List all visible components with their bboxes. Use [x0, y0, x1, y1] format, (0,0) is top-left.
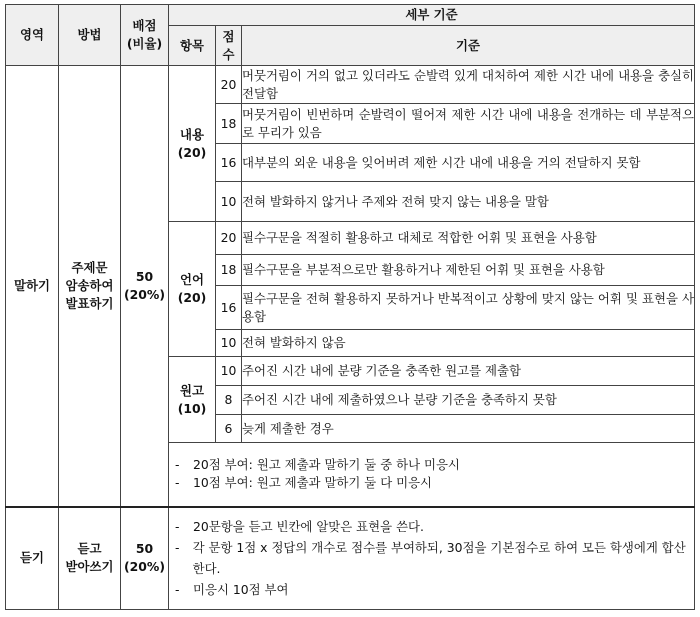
- speaking-notes: [169, 443, 695, 507]
- group-manuscript-name: 원고: [180, 382, 204, 398]
- note-text: 20문항을 듣고 빈칸에 알맞은 표현을 쓴다.: [193, 519, 424, 535]
- dash-marker: -: [175, 457, 180, 473]
- group-language: [169, 222, 216, 357]
- criterion-score: 16: [216, 144, 242, 182]
- criterion-score: 10: [216, 182, 242, 222]
- speaking-method: [59, 66, 121, 507]
- criterion-text: 늦게 제출한 경우: [242, 415, 695, 443]
- speaking-method-line3: 발표하기: [65, 295, 114, 311]
- header-ratio-label: (비율): [126, 36, 163, 51]
- header-item: 항목: [169, 26, 216, 66]
- criterion-score: 10: [216, 357, 242, 386]
- criterion-score: 20: [216, 66, 242, 104]
- criterion-score: 10: [216, 330, 242, 357]
- criterion-score: 18: [216, 255, 242, 286]
- listening-method-line1: 듣고: [77, 541, 102, 557]
- speaking-method-line2: 암송하여: [65, 277, 114, 293]
- dash-marker: -: [175, 519, 180, 535]
- group-manuscript-points: (10): [177, 400, 207, 416]
- criterion-text: 머뭇거림이 빈번하며 순발력이 떨어져 제한 시간 내에 내용을 전개하는 데 부분적으로 무리가 있음: [242, 104, 695, 144]
- criterion-score: 20: [216, 222, 242, 255]
- criterion-score: 6: [216, 415, 242, 443]
- listening-score-value: 50: [135, 541, 154, 557]
- group-language-points: (20): [177, 290, 207, 305]
- listening-area: 듣기: [6, 507, 59, 610]
- group-manuscript: [169, 357, 216, 443]
- dash-marker: -: [175, 582, 180, 598]
- criterion-text: 주어진 시간 내에 분량 기준을 충족한 원고를 제출함: [242, 357, 695, 386]
- speaking-score: [121, 66, 169, 507]
- listening-method-line2: 받아쓰기: [65, 559, 114, 575]
- header-detail-criteria: 세부 기준: [169, 5, 695, 26]
- listening-notes: [169, 507, 695, 610]
- note-line: [169, 516, 694, 537]
- listening-score: [121, 507, 169, 610]
- header-score-ratio: [121, 5, 169, 66]
- speaking-method-line1: 주제문: [71, 259, 108, 275]
- note-text: 10점 부여: 원고 제출과 말하기 둘 다 미응시: [193, 475, 433, 491]
- group-content-name: 내용: [180, 126, 204, 142]
- header-points: [216, 26, 242, 66]
- note-line: [169, 579, 694, 600]
- criterion-score: 8: [216, 386, 242, 415]
- note-text: 각 문항 1점 x 정답의 개수로 점수를 부여하되, 30점을 기본점수로 하여 모든 학생에게 합산한다.: [192, 540, 686, 577]
- note-line: [169, 474, 694, 492]
- header-points-line1: 점: [222, 28, 235, 44]
- criterion-text: 전혀 발화하지 않음: [242, 330, 695, 357]
- evaluation-rubric-table: [5, 4, 695, 610]
- note-line: [169, 537, 694, 579]
- speaking-area: [6, 66, 59, 507]
- criterion-text: 대부분의 외운 내용을 잊어버려 제한 시간 내에 내용을 거의 전달하지 못함: [242, 144, 695, 182]
- header-method: 방법: [59, 5, 121, 66]
- criterion-text: 필수구문을 적절히 활용하고 대체로 적합한 어휘 및 표현을 사용함: [242, 222, 695, 255]
- criterion-text: 필수구문을 전혀 활용하지 못하거나 반복적이고 상황에 맞지 않는 어휘 및 표현을 사용함: [242, 286, 695, 330]
- header-score-label: 배점: [132, 18, 157, 34]
- group-content-points: (20): [177, 144, 207, 160]
- group-language-name: 언어: [180, 272, 204, 288]
- criterion-score: 18: [216, 104, 242, 144]
- criterion-text: 필수구문을 부분적으로만 활용하거나 제한된 어휘 및 표현을 사용함: [242, 255, 695, 286]
- header-criteria: 기준: [242, 26, 695, 66]
- criterion-text: 주어진 시간 내에 제출하였으나 분량 기준을 충족하지 못함: [242, 386, 695, 415]
- listening-score-ratio: (20%): [124, 559, 165, 575]
- note-text: 미응시 10점 부여: [193, 582, 289, 598]
- note-line: [169, 456, 694, 474]
- dash-marker: -: [175, 540, 180, 556]
- speaking-score-ratio: (20%): [124, 286, 165, 302]
- criterion-score: 16: [216, 286, 242, 330]
- dash-marker: -: [175, 475, 180, 491]
- listening-method: [59, 507, 121, 610]
- note-text: 20점 부여: 원고 제출과 말하기 둘 중 하나 미응시: [193, 457, 460, 473]
- group-content: [169, 66, 216, 222]
- speaking-score-value: 50: [135, 268, 154, 284]
- header-area: 영역: [6, 5, 59, 66]
- criterion-text: 전혀 발화하지 않거나 주제와 전혀 맞지 않는 내용을 말함: [242, 182, 695, 222]
- criterion-text: 머뭇거림이 거의 없고 있더라도 순발력 있게 대처하여 제한 시간 내에 내용을 충실히 전달함: [242, 66, 695, 104]
- speaking-area-label: 말하기: [14, 277, 50, 293]
- header-points-line2: 수: [222, 46, 235, 62]
